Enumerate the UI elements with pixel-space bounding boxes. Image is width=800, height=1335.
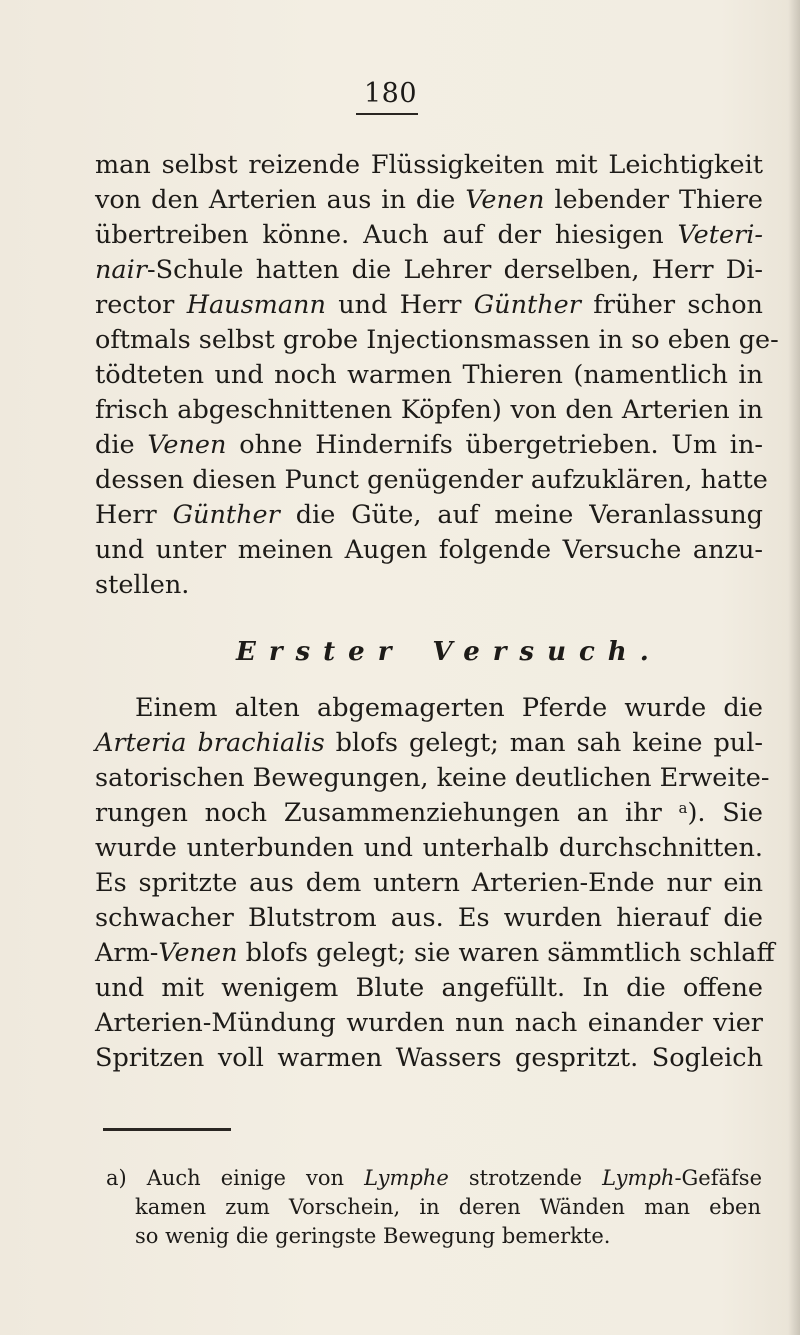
text-line: Spritzen voll warmen Wassers gespritzt. Sogleich <box>95 1043 763 1073</box>
page-number: 180 <box>364 78 418 109</box>
text-line: Es spritzte aus dem untern Arterien-Ende nur ein <box>95 868 763 898</box>
text-line: satorischen Bewegungen, keine deutlichen Erweite- <box>95 763 770 793</box>
text-line: frisch abgeschnittenen Köpfen) von den Arterien in <box>95 395 763 425</box>
text-line: nair-Schule hatten die Lehrer derselben, Herr Di- <box>95 255 763 285</box>
footnote-marker: a <box>678 799 688 817</box>
text-line: Arm-Venen blofs gelegt; sie waren sämmtlich schlaff <box>95 938 775 968</box>
text-line: Einem alten abgemagerten Pferde wurde die <box>135 693 763 723</box>
text-line: von den Arterien aus in die Venen lebender Thiere <box>95 185 763 215</box>
text-line: tödteten und noch warmen Thieren (namentlich in <box>95 360 763 390</box>
text-line: übertreiben könne. Auch auf der hiesigen Veteri- <box>95 220 763 250</box>
text-line: Arterien-Mündung wurden nun nach einander vier <box>95 1008 763 1038</box>
text-line: oftmals selbst grobe Injectionsmassen in so eben ge- <box>95 325 779 355</box>
text-line: stellen. <box>95 570 190 600</box>
text-line: schwacher Blutstrom aus. Es wurden hierauf die <box>95 903 763 933</box>
text-line: die Venen ohne Hindernifs übergetrieben. Um in- <box>95 430 763 460</box>
footnote-line: a) Auch einige von Lymphe strotzende Lymph-Gefäfse <box>106 1166 763 1190</box>
footnote-line: kamen zum Vorschein, in deren Wänden man eben <box>135 1195 761 1219</box>
page-edge-shadow <box>788 0 800 1335</box>
page-number-underline <box>356 113 418 115</box>
text-line: wurde unterbunden und unterhalb durchschnitten. <box>95 833 763 863</box>
text-line: und unter meinen Augen folgende Versuche anzu- <box>95 535 763 565</box>
footnote-rule <box>103 1128 231 1131</box>
text-line: dessen diesen Punct genügender aufzuklären, hatte <box>95 465 768 495</box>
footnote-line: so wenig die geringste Bewegung bemerkte. <box>135 1224 611 1248</box>
text-line: rungen noch Zusammenziehungen an ihr $^a$). Sie <box>95 798 763 828</box>
text-line: und mit wenigem Blute angefüllt. In die offene <box>95 973 763 1003</box>
text-line: rector Hausmann und Herr Günther früher schon <box>95 290 763 320</box>
section-heading: Erster Versuch. <box>236 637 662 667</box>
text-line: man selbst reizende Flüssigkeiten mit Leichtigkeit <box>95 150 763 180</box>
text-line: Arteria brachialis blofs gelegt; man sah keine pul- <box>95 728 763 758</box>
text-line: Herr Günther die Güte, auf meine Veranlassung <box>95 500 763 530</box>
